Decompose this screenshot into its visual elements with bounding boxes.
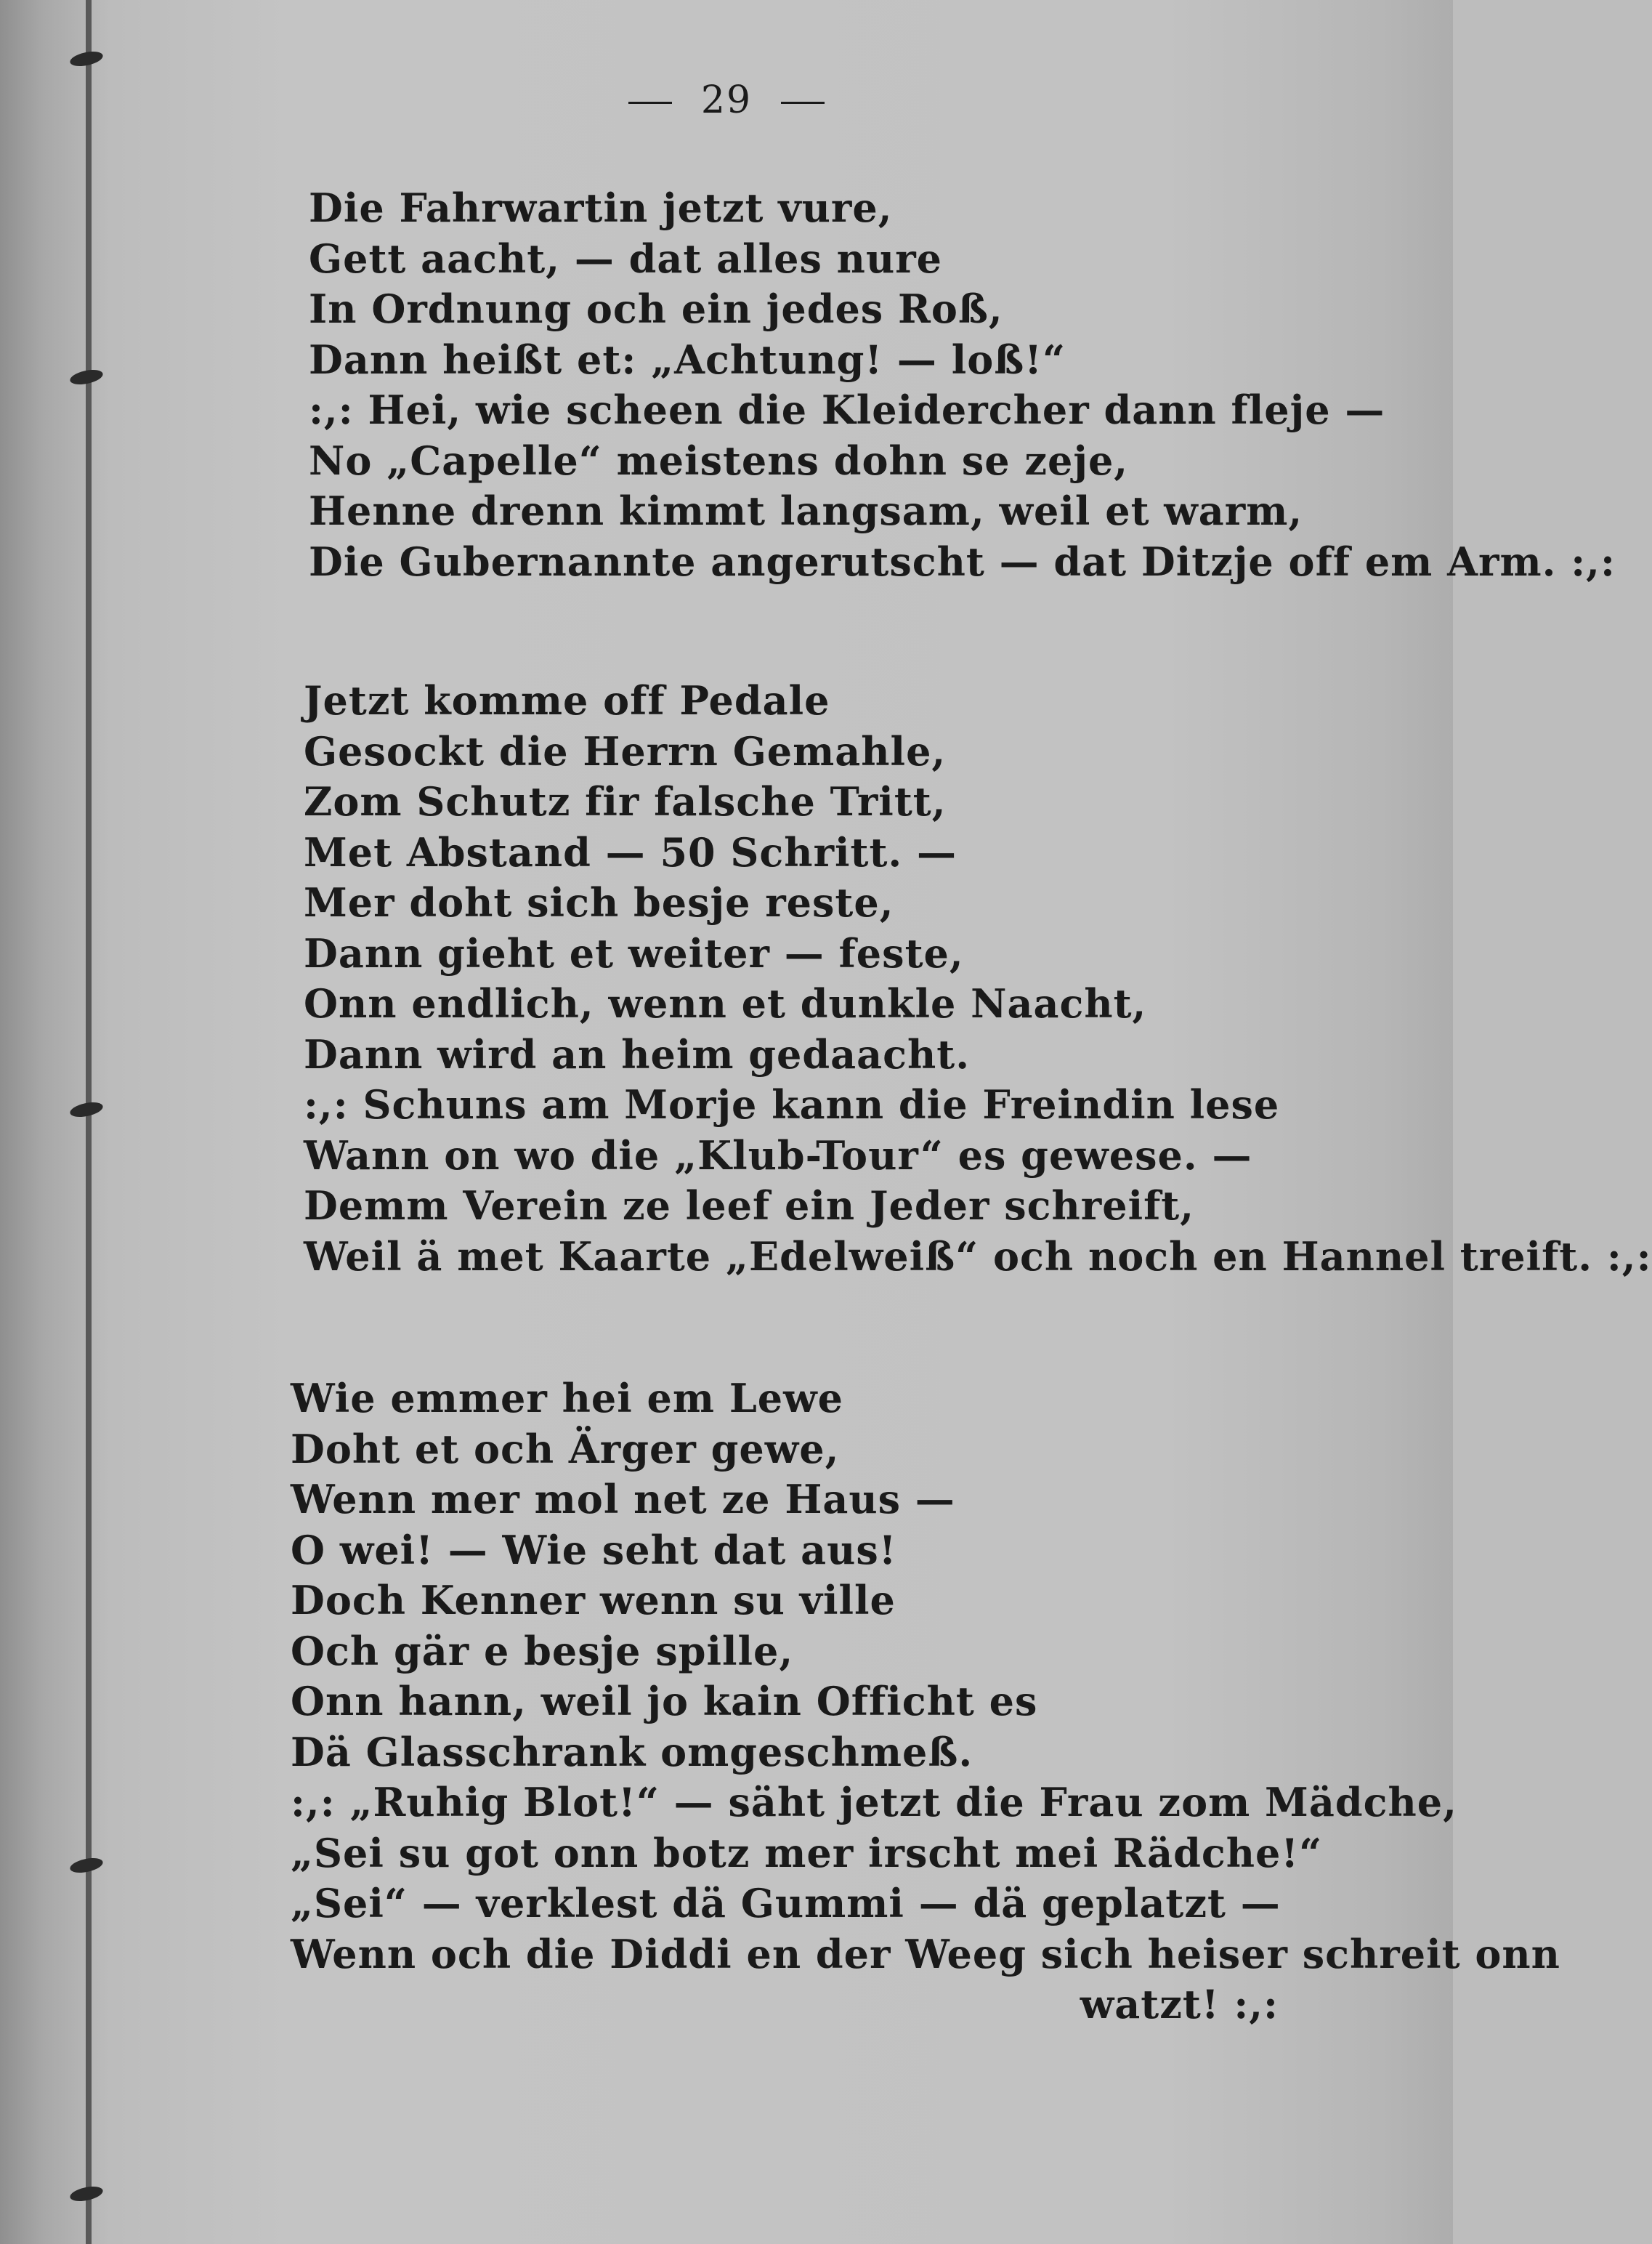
page-number-value: 29 xyxy=(700,78,753,122)
verse-line: No „Capelle“ meistens dohn se zeje, xyxy=(309,437,1129,484)
page-number-dash-right xyxy=(781,102,825,104)
verse-line: Dann gieht et weiter — feste, xyxy=(304,929,964,977)
verse-line: Henne drenn kimmt langsam, weil et warm, xyxy=(309,488,1303,534)
verse-line: Die Gubernannte angerutscht — dat Ditzje off em Arm. :,: xyxy=(309,538,1616,585)
verse-line: O wei! — Wie seht dat aus! xyxy=(291,1526,897,1573)
verse-line: Jetzt komme off Pedale xyxy=(304,677,830,724)
stanza xyxy=(309,183,1616,587)
verse-line: Dä Glasschrank omgeschmeß. xyxy=(291,1728,973,1775)
verse-line: Dann heißt et: „Achtung! — loß!“ xyxy=(309,336,1066,383)
verse-line: Dann wird an heim gedaacht. xyxy=(304,1030,970,1078)
verse-line: Doht et och Ärger gewe, xyxy=(291,1425,840,1472)
book-spine xyxy=(86,0,92,2244)
verse-line-continuation: watzt! :,: xyxy=(1080,1981,1279,2027)
verse-line: :,: Schuns am Morje kann die Freindin lese xyxy=(304,1081,1280,1128)
verse-line: Wenn mer mol net ze Haus — xyxy=(291,1476,955,1522)
verse-line: In Ordnung och ein jedes Roß, xyxy=(309,286,1003,332)
verse-line: Doch Kenner wenn su ville xyxy=(291,1577,896,1623)
verse-line: Wenn och die Diddi en der Weeg sich heiser schreit onn xyxy=(291,1930,1560,1977)
verse-line: Onn hann, weil jo kain Officht es xyxy=(291,1678,1038,1724)
verse-line: Wie emmer hei em Lewe xyxy=(291,1375,843,1421)
verse-line: Die Fahrwartin jetzt vure, xyxy=(309,185,893,231)
verse-line: :,: Hei, wie scheen die Kleidercher dann fleje — xyxy=(309,387,1385,433)
verse-line: Mer doht sich besje reste, xyxy=(304,879,894,926)
stanza xyxy=(304,676,1652,1282)
verse-line: Och gär e besje spille, xyxy=(291,1627,794,1674)
verse-line: Wann on wo die „Klub-Tour“ es gewese. — xyxy=(304,1131,1252,1179)
verse-line: Gesockt die Herrn Gemahle, xyxy=(304,727,947,775)
page-number-dash-left xyxy=(628,102,672,104)
verse-line: :,: „Ruhig Blot!“ — säht jetzt die Frau zom Mädche, xyxy=(291,1779,1457,1825)
verse-line: Weil ä met Kaarte „Edelweiß“ och noch en Hannel treift. :,: xyxy=(304,1232,1652,1280)
stanza xyxy=(291,1373,1560,2030)
verse-line: „Sei su got onn botz mer irscht mei Rädche!“ xyxy=(291,1829,1323,1876)
verse-line: „Sei“ — verklest dä Gummi — dä geplatzt — xyxy=(291,1880,1281,1926)
verse-line: Demm Verein ze leef ein Jeder schreift, xyxy=(304,1182,1195,1229)
verse-line: Zom Schutz fir falsche Tritt, xyxy=(304,778,947,825)
verse-line: Onn endlich, wenn et dunkle Naacht, xyxy=(304,980,1147,1027)
page-number xyxy=(0,78,1453,122)
verse-line: Gett aacht, — dat alles nure xyxy=(309,235,943,282)
verse-line: Met Abstand — 50 Schritt. — xyxy=(304,828,957,876)
